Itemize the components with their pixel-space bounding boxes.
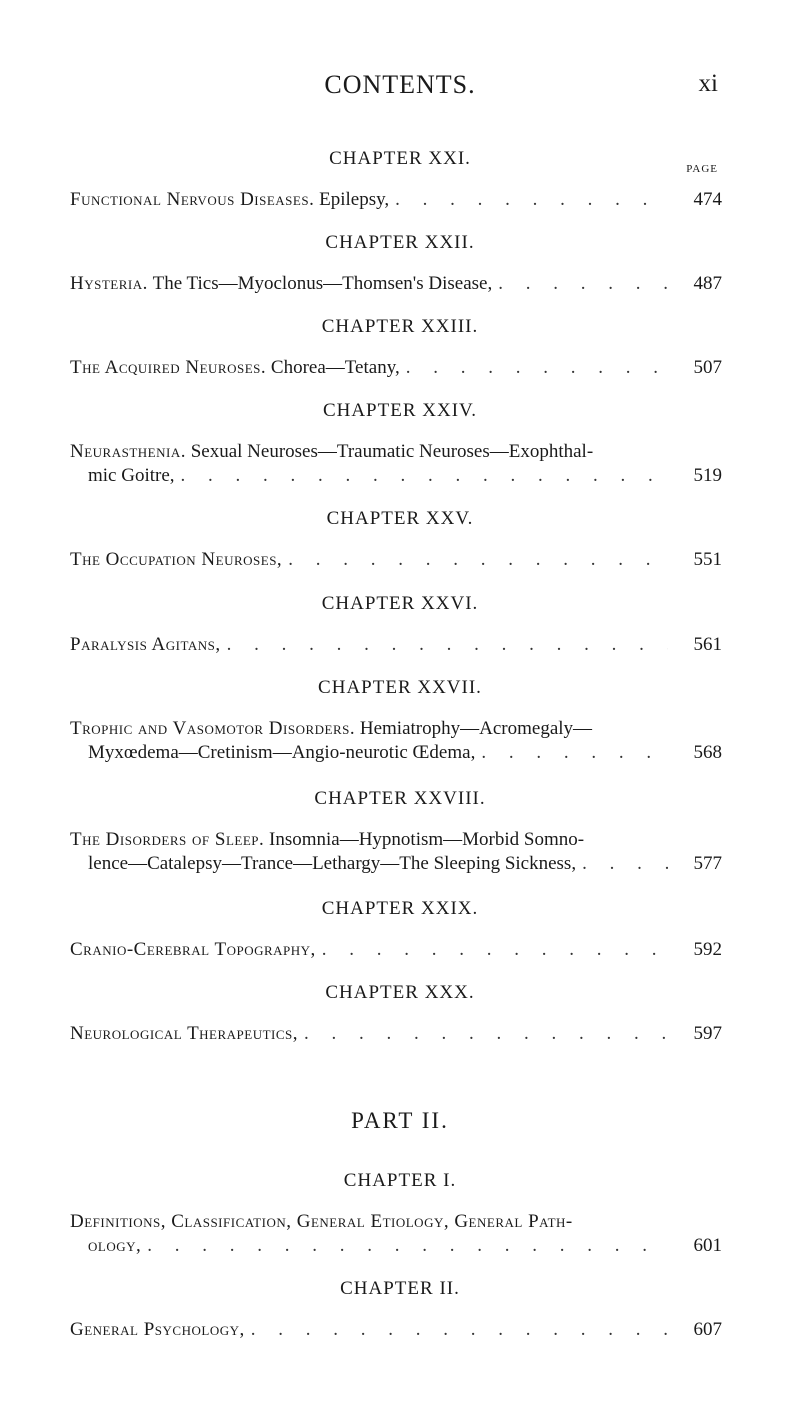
- leader-dots: [227, 633, 668, 657]
- toc-entry[interactable]: [70, 828, 720, 876]
- chapter-subtitle: Chorea—Tetany,: [270, 357, 400, 378]
- page-number: 592: [693, 939, 722, 960]
- chapter-title: Functional Nervous Diseases.: [70, 189, 315, 210]
- chapter-title: Trophic and Vasomotor Disorders.: [70, 718, 356, 739]
- chapter-subtitle: Sexual Neuroses—Traumatic Neuroses—Exophthal-: [190, 441, 594, 462]
- chapter-subtitle: Hemiatrophy—Acromegaly—: [359, 718, 593, 739]
- chapter-subtitle: Insomnia—Hypnotism—Morbid Somno-: [269, 829, 585, 850]
- chapter-subtitle: The Tics—Myoclonus—Thomsen's Disease,: [152, 273, 493, 294]
- leader-dots: [582, 852, 668, 876]
- chapter-heading: CHAPTER XXII.: [325, 232, 475, 253]
- chapter-heading: CHAPTER I.: [343, 1170, 457, 1191]
- chapter-title: Cranio-Cerebral Topography,: [70, 939, 316, 960]
- toc-entry[interactable]: [70, 1022, 720, 1046]
- leader-dots: [181, 464, 668, 488]
- page-number: 561: [693, 634, 722, 655]
- chapter-heading: CHAPTER XXVIII.: [314, 788, 486, 809]
- chapter-title: The Acquired Neuroses.: [70, 357, 267, 378]
- chapter-heading: CHAPTER XXVI.: [321, 593, 479, 614]
- toc-entry[interactable]: [70, 1210, 720, 1258]
- chapter-title: Neurasthenia.: [70, 441, 186, 462]
- toc-entry[interactable]: [70, 356, 720, 380]
- toc-entry[interactable]: [70, 1318, 720, 1342]
- chapter-subtitle-cont: mic Goitre,: [88, 465, 175, 486]
- toc-entry[interactable]: [70, 440, 720, 488]
- toc-entry[interactable]: [70, 188, 720, 212]
- chapter-subtitle: Epilepsy,: [319, 189, 390, 210]
- toc-entry[interactable]: [70, 938, 720, 962]
- leader-dots: [251, 1318, 668, 1342]
- chapter-title: Paralysis Agitans,: [70, 634, 221, 655]
- page-title: CONTENTS.: [324, 70, 476, 99]
- leader-dots: [395, 188, 668, 212]
- page-number: 597: [693, 1023, 722, 1044]
- chapter-subtitle-cont: lence—Catalepsy—Trance—Lethargy—The Sleeping Sickness,: [88, 853, 577, 874]
- page-number: 551: [693, 549, 722, 570]
- chapter-title: General Psychology,: [70, 1319, 245, 1340]
- chapter-title-cont: ology,: [88, 1235, 142, 1256]
- page-number: 519: [693, 465, 722, 486]
- chapter-heading: CHAPTER XXIV.: [322, 400, 478, 421]
- toc-entry[interactable]: [70, 548, 720, 572]
- chapter-heading: CHAPTER XXX.: [325, 982, 475, 1003]
- chapter-subtitle-cont: Myxœdema—Cretinism—Angio-neurotic Œdema,: [88, 742, 476, 763]
- page-number: 607: [693, 1319, 722, 1340]
- part-heading: PART II.: [351, 1108, 449, 1133]
- page-number: 487: [693, 273, 722, 294]
- leader-dots: [481, 741, 668, 765]
- toc-entry[interactable]: [70, 633, 720, 657]
- chapter-title: Definitions, Classification, General Etiology, General Path-: [70, 1211, 573, 1232]
- toc-entry[interactable]: [70, 717, 720, 765]
- chapter-heading: CHAPTER XXIII.: [321, 316, 479, 337]
- page-number: 474: [693, 189, 722, 210]
- leader-dots: [304, 1022, 668, 1046]
- page-number-roman: xi: [698, 70, 718, 97]
- running-header: [0, 70, 800, 110]
- leader-dots: [406, 356, 668, 380]
- leader-dots: [322, 938, 668, 962]
- page-number: 601: [693, 1235, 722, 1256]
- chapter-title: Hysteria.: [70, 273, 148, 294]
- leader-dots: [288, 548, 668, 572]
- page-number: 577: [693, 853, 722, 874]
- chapter-heading: CHAPTER II.: [340, 1278, 460, 1299]
- leader-dots: [498, 272, 668, 296]
- chapter-heading: CHAPTER XXI.: [329, 148, 471, 169]
- page-number: 568: [693, 742, 722, 763]
- toc-entry[interactable]: [70, 272, 720, 296]
- chapter-heading: CHAPTER XXVII.: [318, 677, 482, 698]
- leader-dots: [147, 1234, 668, 1258]
- page-column-label: PAGE: [686, 163, 718, 175]
- chapter-heading: CHAPTER XXV.: [326, 508, 474, 529]
- chapter-title: The Disorders of Sleep.: [70, 829, 265, 850]
- page-number: 507: [693, 357, 722, 378]
- chapter-title: The Occupation Neuroses,: [70, 549, 283, 570]
- chapter-heading: CHAPTER XXIX.: [321, 898, 479, 919]
- chapter-title: Neurological Therapeutics,: [70, 1023, 299, 1044]
